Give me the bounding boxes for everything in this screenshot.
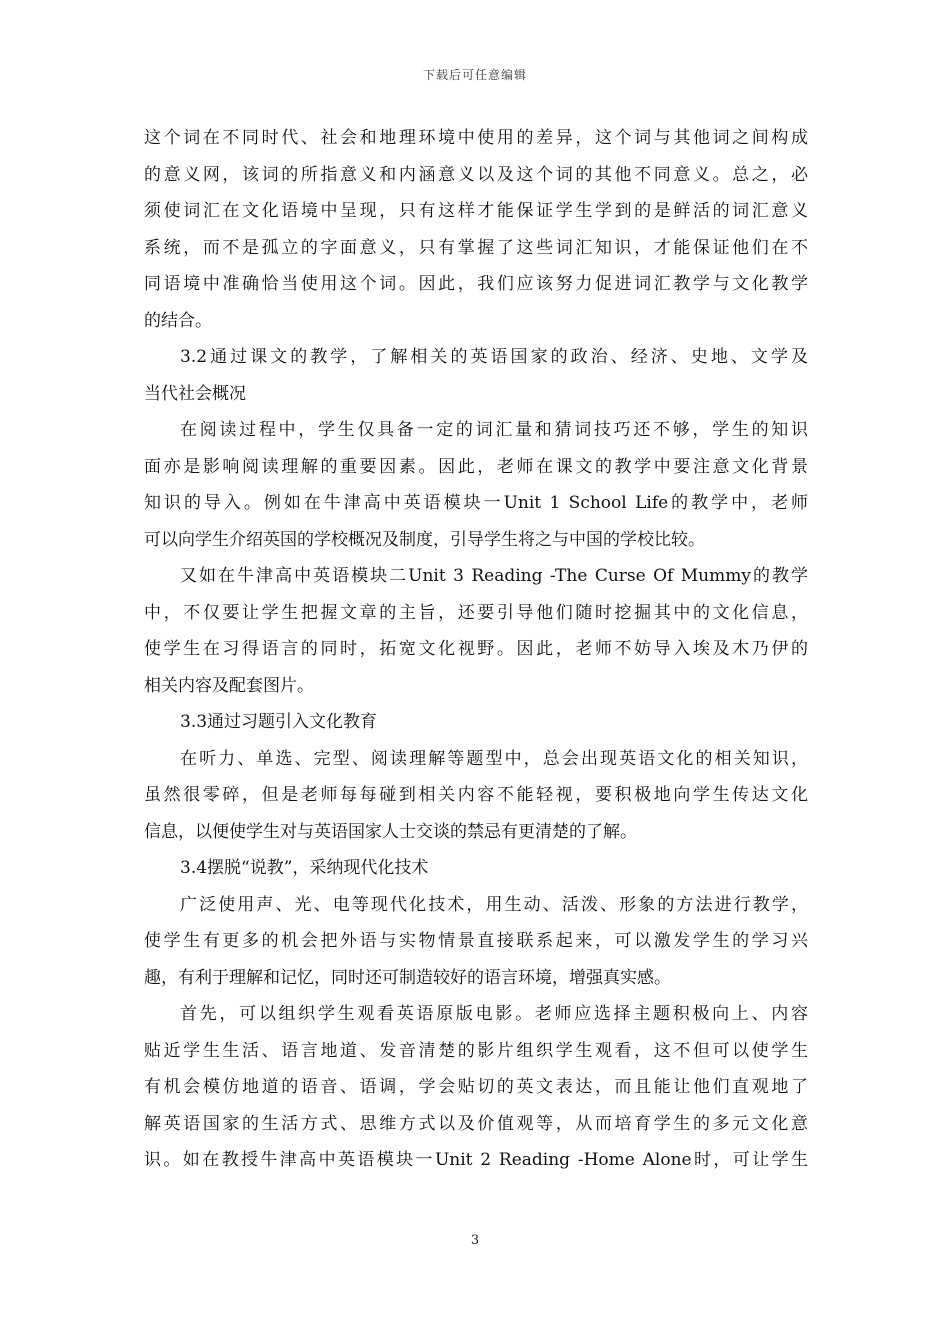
text-line: 使学生有更多的机会把外语与实物情景直接联系起来，可以激发学生的学习兴 (144, 931, 808, 951)
text-line: 又如在牛津高中英语模块二Unit 3 Reading -The Curse Of Mummy的教学 (180, 566, 808, 586)
text-line: 虽然很零碎，但是老师每每碰到相关内容不能轻视，要积极地向学生传达文化 (144, 785, 808, 805)
text-line: 相关内容及配套图片。 (144, 675, 314, 696)
text-line: 贴近学生生活、语言地道、发音清楚的影片组织学生观看，这不但可以使学生 (144, 1040, 808, 1061)
text-line: 3.4摆脱“说教”，采纳现代化技术 (180, 858, 429, 878)
text-line: 识。如在教授牛津高中英语模块一Unit 2 Reading -Home Alone时，可让学生 (144, 1150, 808, 1170)
page-number: 3 (470, 1233, 480, 1248)
text-line: 这个词在不同时代、社会和地理环境中使用的差异，这个词与其他词之间构成 (144, 128, 808, 148)
text-line: 使学生在习得语言的同时，拓宽文化视野。因此，老师不妨导入埃及木乃伊的 (144, 639, 808, 659)
text-line: 中，不仅要让学生把握文章的主旨，还要引导他们随时挖掘其中的文化信息， (144, 602, 808, 623)
text-line: 同语境中准确恰当使用这个词。因此，我们应该努力促进词汇教学与文化教学 (144, 274, 808, 294)
text-line: 3.3通过习题引入文化教育 (180, 712, 378, 732)
page-header: 下载后可任意编辑 (422, 68, 527, 82)
document-body (144, 120, 808, 1179)
text-line: 知识的导入。例如在牛津高中英语模块一Unit 1 School Life的教学中，老师 (144, 493, 808, 513)
text-line: 趣，有利于理解和记忆，同时还可制造较好的语言环境，增强真实感。 (144, 967, 671, 988)
text-line: 须使词汇在文化语境中呈现，只有这样才能保证学生学到的是鲜活的词汇意义 (144, 201, 808, 221)
text-line: 的意义网，该词的所指意义和内涵意义以及这个词的其他不同意义。总之，必 (144, 164, 808, 185)
text-line: 有机会模仿地道的语音、语调，学会贴切的英文表达，而且能让他们直观地了 (144, 1077, 808, 1097)
text-line: 3.2通过课文的教学，了解相关的英语国家的政治、经济、史地、文学及 (180, 347, 808, 367)
text-line: 在听力、单选、完型、阅读理解等题型中，总会出现英语文化的相关知识， (180, 748, 808, 769)
text-line: 信息，以便使学生对与英语国家人士交谈的禁忌有更清楚的了解。 (144, 821, 637, 842)
text-line: 的结合。 (144, 310, 212, 331)
text-line: 面亦是影响阅读理解的重要因素。因此，老师在课文的教学中要注意文化背景 (144, 456, 808, 477)
text-line: 系统，而不是孤立的字面意义，只有掌握了这些词汇知识，才能保证他们在不 (144, 237, 808, 258)
text-line: 广泛使用声、光、电等现代化技术，用生动、活泼、形象的方法进行教学， (180, 894, 808, 915)
text-line: 当代社会概况 (144, 383, 246, 404)
text-line: 可以向学生介绍英国的学校概况及制度，引导学生将之与中国的学校比较。 (144, 529, 705, 550)
text-line: 首先，可以组织学生观看英语原版电影。老师应选择主题积极向上、内容 (180, 1004, 808, 1024)
text-line: 解英语国家的生活方式、思维方式以及价值观等，从而培育学生的多元文化意 (144, 1113, 808, 1134)
text-line: 在阅读过程中，学生仅具备一定的词汇量和猜词技巧还不够，学生的知识 (180, 420, 808, 440)
